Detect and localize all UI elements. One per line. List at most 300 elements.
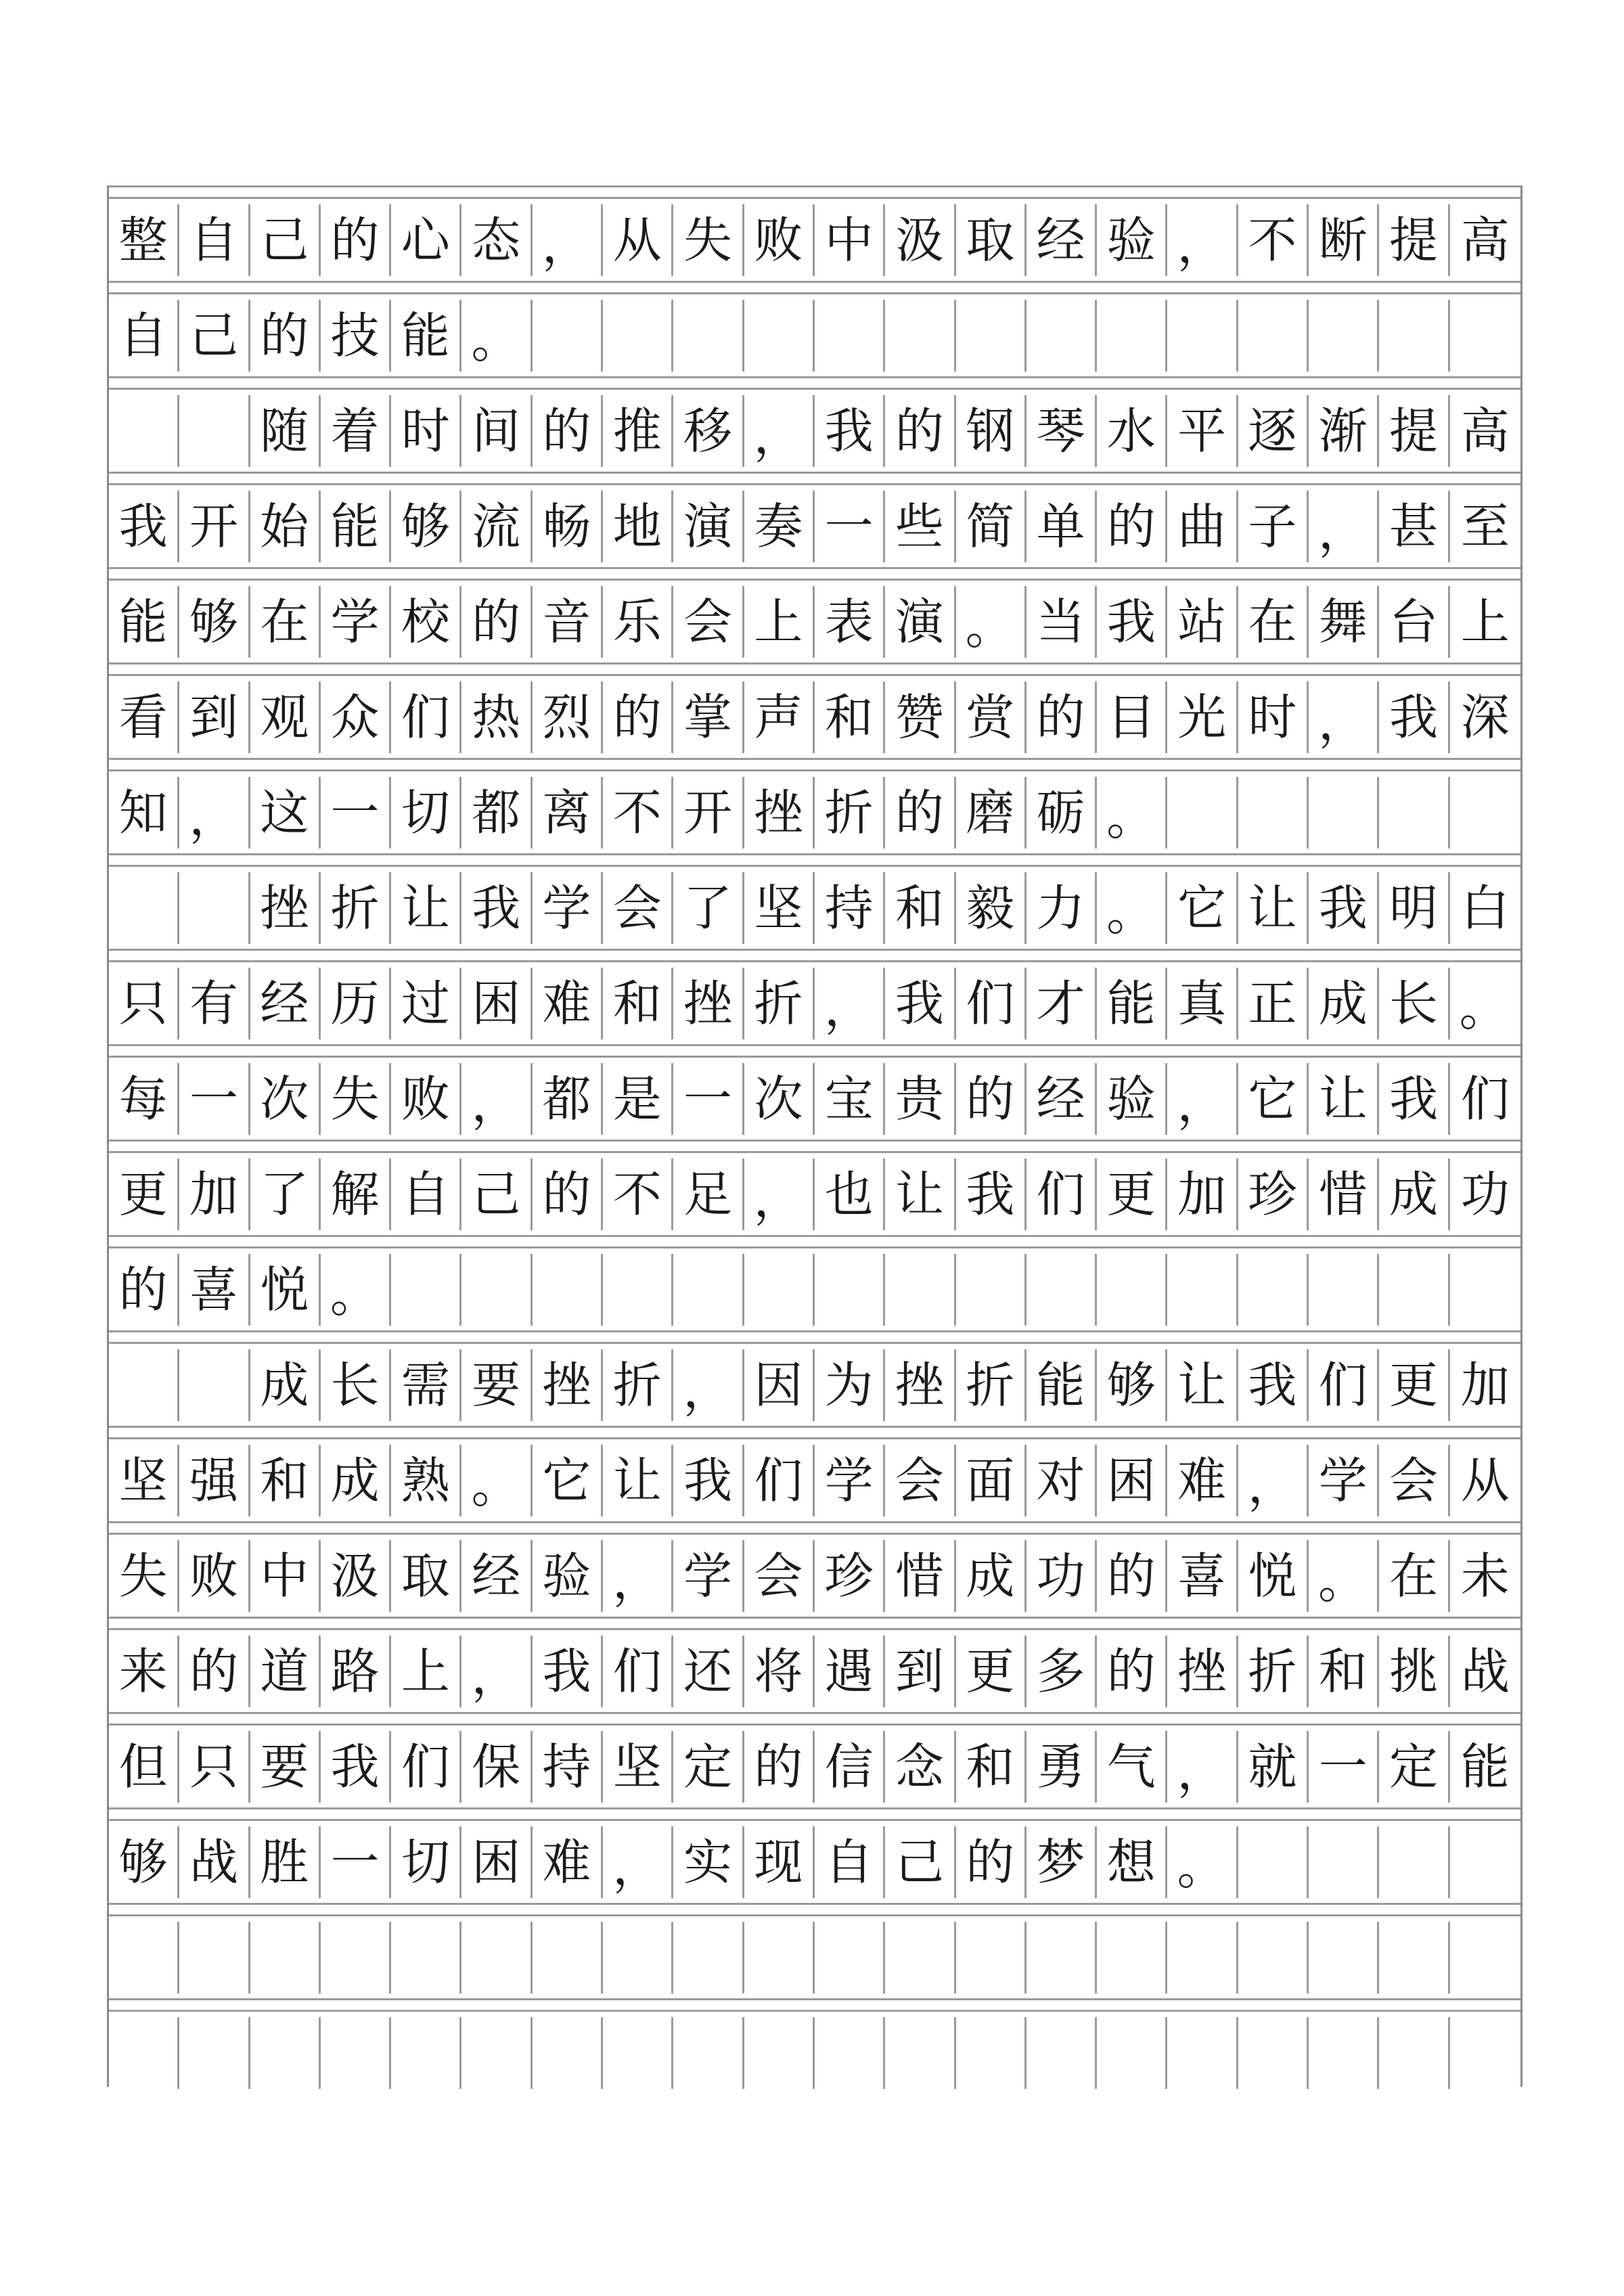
grid-cell: 的	[956, 1826, 1027, 1898]
grid-line	[109, 281, 1520, 376]
grid-cell	[1309, 1826, 1379, 1898]
line-separator	[109, 567, 1520, 581]
grid-line	[109, 567, 1520, 662]
grid-cell: 的	[179, 1636, 250, 1707]
grid-cell: 校	[391, 586, 461, 658]
grid-cell	[1379, 777, 1449, 849]
grid-cell: 时	[1238, 681, 1309, 753]
cell-row	[109, 1349, 1520, 1421]
grid-cell: 砺	[1027, 777, 1097, 849]
grid-cell: 悦	[1238, 1540, 1309, 1612]
grid-cell: 验	[1097, 1063, 1167, 1135]
grid-cell: 的	[109, 1254, 179, 1326]
grid-cell: 演	[885, 586, 955, 658]
grid-cell: 在	[1238, 586, 1309, 658]
grid-cell: 自	[391, 1158, 461, 1230]
grid-cell: ，	[1309, 681, 1379, 753]
grid-cell: 汲	[321, 1540, 391, 1612]
grid-cell: 舞	[1309, 586, 1379, 658]
grid-cell: 离	[533, 777, 603, 849]
cell-row	[109, 1922, 1520, 1994]
grid-cell: 钢	[956, 395, 1027, 467]
grid-line	[109, 1426, 1520, 1521]
grid-cell: 曲	[1167, 491, 1238, 562]
grid-cell: 信	[815, 1731, 885, 1803]
grid-cell: 让	[1167, 1349, 1238, 1421]
grid-cell	[1097, 1254, 1167, 1326]
grid-cell	[179, 1349, 250, 1421]
grid-cell	[1379, 300, 1449, 372]
line-separator	[109, 949, 1520, 962]
grid-cell	[1450, 2017, 1520, 2089]
grid-cell: 宝	[815, 1063, 885, 1135]
grid-cell	[1309, 300, 1379, 372]
grid-cell	[1167, 777, 1238, 849]
grid-cell: 赞	[885, 681, 955, 753]
grid-cell: 需	[391, 1349, 461, 1421]
grid-cell: 明	[1379, 872, 1449, 944]
grid-cell: 能	[1097, 968, 1167, 1039]
cell-row	[109, 1826, 1520, 1898]
grid-cell: 够	[391, 491, 461, 562]
grid-cell: 站	[1167, 586, 1238, 658]
cell-row	[109, 1540, 1520, 1612]
grid-cell: 渐	[1309, 395, 1379, 467]
grid-cell: ，	[673, 1349, 744, 1421]
grid-cell: 贵	[885, 1063, 955, 1135]
grid-cell: 我	[956, 1158, 1027, 1230]
grid-cell	[1309, 1922, 1379, 1994]
grid-cell: 次	[250, 1063, 321, 1135]
grid-cell: 长	[1379, 968, 1449, 1039]
grid-cell: 们	[956, 968, 1027, 1039]
grid-line	[109, 1044, 1520, 1140]
grid-cell: 逐	[1238, 395, 1309, 467]
grid-cell: 让	[885, 1158, 955, 1230]
grid-cell: 学	[533, 872, 603, 944]
grid-cell: 挑	[1379, 1636, 1449, 1707]
grid-cell: 经	[1027, 204, 1097, 276]
grid-cell: 的	[603, 681, 673, 753]
grid-cell: 上	[744, 586, 815, 658]
grid-cell: 但	[109, 1731, 179, 1803]
grid-cell: 始	[250, 491, 321, 562]
grid-cell: 和	[1309, 1636, 1379, 1707]
grid-cell	[673, 300, 744, 372]
grid-cell	[1097, 1922, 1167, 1994]
grid-cell	[109, 395, 179, 467]
grid-cell: 成	[321, 1445, 391, 1516]
grid-line	[109, 1521, 1520, 1617]
grid-cell	[1238, 2017, 1309, 2089]
grid-cell: 表	[815, 586, 885, 658]
grid-cell: 挫	[533, 1349, 603, 1421]
grid-cell: 让	[603, 1445, 673, 1516]
grid-cell: 折	[1238, 1636, 1309, 1707]
grid-cell: 能	[321, 491, 391, 562]
grid-cell: 的	[885, 395, 955, 467]
grid-cell: 难	[533, 968, 603, 1039]
cell-row	[109, 1636, 1520, 1707]
grid-line	[109, 1998, 1520, 2094]
grid-cell: 我	[461, 872, 532, 944]
grid-cell: 对	[1027, 1445, 1097, 1516]
grid-cell: 胜	[250, 1826, 321, 1898]
grid-cell: 它	[1167, 872, 1238, 944]
grid-cell: 悦	[250, 1254, 321, 1326]
grid-cell: 功	[1460, 1166, 1510, 1223]
grid-cell: 力	[1027, 872, 1097, 944]
grid-cell: 台	[1379, 586, 1449, 658]
grid-cell: 们	[391, 1731, 461, 1803]
grid-cell: 喜	[1167, 1540, 1238, 1612]
grid-cell: 们	[1027, 1158, 1097, 1230]
grid-cell: 败	[179, 1540, 250, 1612]
cell-row	[109, 1731, 1520, 1803]
grid-line	[109, 1330, 1520, 1426]
grid-cell	[815, 300, 885, 372]
grid-cell	[109, 872, 179, 944]
grid-cell: ，	[744, 395, 815, 467]
grid-cell	[250, 2017, 321, 2089]
grid-cell: 学	[673, 1540, 744, 1612]
grid-cell: 坚	[603, 1731, 673, 1803]
grid-cell: 喜	[179, 1254, 250, 1326]
grid-cell: 着	[321, 395, 391, 467]
grid-cell	[1379, 2017, 1449, 2089]
grid-cell	[1167, 300, 1238, 372]
grid-cell: 都	[461, 777, 532, 849]
grid-cell	[1167, 1922, 1238, 1994]
grid-cell: 我	[885, 968, 955, 1039]
grid-cell: 们	[603, 1636, 673, 1707]
grid-cell: 失	[673, 204, 744, 276]
grid-cell: 是	[603, 1063, 673, 1135]
grid-cell: 折	[815, 777, 885, 849]
grid-cell: 让	[1309, 1063, 1379, 1135]
grid-cell: 的	[533, 1158, 603, 1230]
grid-cell: 挫	[1167, 1636, 1238, 1707]
grid-cell: ，	[179, 777, 250, 849]
line-separator	[109, 1998, 1520, 2012]
grid-cell: 会	[603, 872, 673, 944]
grid-cell: 只	[179, 1731, 250, 1803]
grid-cell: 上	[391, 1636, 461, 1707]
grid-line	[109, 1617, 1520, 1712]
grid-cell: ，	[1167, 1063, 1238, 1135]
grid-cell: 定	[673, 1731, 744, 1803]
grid-line	[109, 662, 1520, 758]
grid-cell: 流	[461, 491, 532, 562]
grid-line	[109, 376, 1520, 472]
grid-cell: 足	[673, 1158, 744, 1230]
grid-cell: 学	[1309, 1445, 1379, 1516]
grid-cell: 演	[673, 491, 744, 562]
grid-line	[109, 758, 1520, 853]
grid-cell: 保	[461, 1731, 532, 1803]
grid-cell: 。	[956, 586, 1027, 658]
grid-cell: 念	[885, 1731, 955, 1803]
line-separator	[109, 1712, 1520, 1726]
grid-cell: 到	[885, 1636, 955, 1707]
grid-cell: 能	[109, 586, 179, 658]
grid-cell	[1450, 300, 1520, 372]
cell-row	[109, 1063, 1520, 1135]
grid-cell: 高	[1460, 403, 1510, 459]
grid-cell: 折	[744, 968, 815, 1039]
grid-cell: 切	[391, 1826, 461, 1898]
grid-cell: 取	[391, 1540, 461, 1612]
line-separator	[109, 1044, 1520, 1058]
grid-cell: 目	[1097, 681, 1167, 753]
grid-cell	[603, 1254, 673, 1326]
grid-cell: 在	[250, 586, 321, 658]
grid-cell: 我	[673, 1445, 744, 1516]
grid-cell: 我	[815, 395, 885, 467]
grid-line	[109, 853, 1520, 949]
grid-cell	[1379, 1826, 1449, 1898]
grid-cell: 知	[109, 777, 179, 849]
grid-cell: 能	[1027, 1349, 1097, 1421]
grid-cell: 勇	[1027, 1731, 1097, 1803]
grid-cell	[461, 2017, 532, 2089]
grid-cell: ，	[1167, 204, 1238, 276]
grid-cell: 们	[1309, 1349, 1379, 1421]
grid-cell	[461, 1922, 532, 1994]
grid-cell: 挫	[250, 872, 321, 944]
grid-cell: 地	[603, 491, 673, 562]
grid-cell: 验	[1097, 204, 1167, 276]
grid-cell	[1097, 300, 1167, 372]
grid-cell	[533, 2017, 603, 2089]
grid-cell: 取	[956, 204, 1027, 276]
grid-cell	[1379, 1254, 1449, 1326]
grid-cell: 每	[109, 1063, 179, 1135]
grid-cell: 单	[1027, 491, 1097, 562]
grid-cell: 它	[533, 1445, 603, 1516]
grid-cell: 和	[815, 681, 885, 753]
grid-cell	[956, 300, 1027, 372]
grid-cell: 们	[744, 1445, 815, 1516]
grid-cell	[1027, 2017, 1097, 2089]
grid-cell: 自	[179, 204, 250, 276]
grid-cell: ，	[533, 204, 603, 276]
grid-cell: 间	[461, 395, 532, 467]
grid-cell: 来	[109, 1636, 179, 1707]
cell-row	[109, 1254, 1520, 1326]
grid-cell	[321, 2017, 391, 2089]
grid-cell: 畅	[533, 491, 603, 562]
grid-cell: 自	[109, 300, 179, 372]
grid-cell: 成	[1309, 968, 1379, 1039]
grid-cell: 难	[533, 1826, 603, 1898]
grid-cell	[179, 2017, 250, 2089]
grid-cell: 深	[1460, 689, 1510, 746]
grid-cell: 面	[956, 1445, 1027, 1516]
grid-cell: 甚	[1379, 491, 1449, 562]
grid-cell: 些	[885, 491, 955, 562]
grid-cell: 折	[321, 872, 391, 944]
grid-cell: 我	[1379, 1063, 1449, 1135]
grid-cell: 开	[179, 491, 250, 562]
cell-row	[109, 586, 1520, 658]
grid-cell: 会	[673, 586, 744, 658]
grid-cell: 路	[321, 1636, 391, 1707]
grid-cell	[179, 1922, 250, 1994]
grid-cell: 惜	[1309, 1158, 1379, 1230]
grid-cell: 掌	[673, 681, 744, 753]
grid-cell: 次	[744, 1063, 815, 1135]
grid-cell	[673, 1922, 744, 1994]
grid-cell: ，	[603, 1826, 673, 1898]
line-separator	[109, 376, 1520, 390]
cell-row	[109, 2017, 1520, 2089]
grid-cell: 不	[1238, 204, 1309, 276]
grid-cell	[391, 2017, 461, 2089]
grid-cell: 的	[1097, 491, 1167, 562]
grid-cell	[673, 1254, 744, 1326]
grid-cell: 够	[109, 1826, 179, 1898]
grid-cell: 更	[1097, 1158, 1167, 1230]
grid-cell: 不	[603, 1158, 673, 1230]
cell-row	[109, 1445, 1520, 1516]
grid-cell	[744, 2017, 815, 2089]
grid-cell	[1450, 777, 1520, 849]
cell-row	[109, 491, 1520, 562]
grid-cell	[1167, 2017, 1238, 2089]
grid-cell: 还	[673, 1636, 744, 1707]
grid-cell: 毅	[956, 872, 1027, 944]
grid-cell: 一	[321, 777, 391, 849]
grid-cell: 经	[1027, 1063, 1097, 1135]
grid-cell: ，	[744, 1158, 815, 1230]
grid-cell	[603, 2017, 673, 2089]
grid-cell: 上	[1460, 593, 1510, 650]
grid-cell: 和	[250, 1445, 321, 1516]
grid-cell: 。	[1459, 980, 1508, 1037]
grid-cell	[603, 300, 673, 372]
grid-cell: 我	[1097, 586, 1167, 658]
line-separator	[109, 1140, 1520, 1153]
grid-cell: 才	[1027, 968, 1097, 1039]
grid-cell: 有	[179, 968, 250, 1039]
grid-cell: 惜	[885, 1540, 955, 1612]
grid-line	[109, 1235, 1520, 1330]
grid-cell: 多	[1027, 1636, 1097, 1707]
grid-cell: 的	[1097, 1540, 1167, 1612]
grid-cell: 我	[321, 1731, 391, 1803]
grid-cell: 心	[391, 204, 461, 276]
grid-cell: 。	[461, 1445, 532, 1516]
grid-cell: 赏	[956, 681, 1027, 753]
grid-line	[109, 1712, 1520, 1807]
line-separator	[109, 758, 1520, 771]
grid-line	[109, 949, 1520, 1044]
grid-line	[109, 1140, 1520, 1235]
grid-cell: 们	[391, 681, 461, 753]
grid-cell: 挫	[744, 777, 815, 849]
grid-cell: 奏	[744, 491, 815, 562]
grid-cell: 遇	[815, 1636, 885, 1707]
grid-cell: 为	[815, 1349, 885, 1421]
grid-cell	[1027, 300, 1097, 372]
grid-line	[109, 1807, 1520, 1903]
grid-cell: 折	[603, 1349, 673, 1421]
grid-cell	[109, 1922, 179, 1994]
grid-cell	[885, 300, 955, 372]
grid-cell: 过	[391, 968, 461, 1039]
grid-cell: 会	[744, 1540, 815, 1612]
grid-cell: 现	[744, 1826, 815, 1898]
grid-cell	[815, 1254, 885, 1326]
grid-cell: 学	[815, 1445, 885, 1516]
grid-cell: 移	[673, 395, 744, 467]
grid-cell: 。	[321, 1254, 391, 1326]
grid-cell: ，	[1238, 1445, 1309, 1516]
grid-cell: 坚	[109, 1445, 179, 1516]
grid-cell: 们	[1460, 1071, 1510, 1127]
grid-cell	[1238, 300, 1309, 372]
grid-cell: 够	[179, 586, 250, 658]
grid-cell: 未	[1460, 1548, 1510, 1604]
grid-cell: 坚	[744, 872, 815, 944]
grid-cell: 乐	[603, 586, 673, 658]
grid-cell: 简	[956, 491, 1027, 562]
grid-cell: 要	[250, 1731, 321, 1803]
grid-cell: 一	[673, 1063, 744, 1135]
line-separator	[109, 1426, 1520, 1439]
grid-cell	[109, 1349, 179, 1421]
grid-cell: 声	[744, 681, 815, 753]
cell-row	[109, 872, 1520, 944]
cell-row	[109, 1158, 1520, 1230]
grid-cell	[533, 300, 603, 372]
grid-cell	[744, 1254, 815, 1326]
grid-cell: 经	[250, 968, 321, 1039]
grid-cell	[250, 1922, 321, 1994]
grid-cell: 困	[461, 1826, 532, 1898]
cell-row	[109, 395, 1520, 467]
grid-cell	[533, 1254, 603, 1326]
grid-cell: 磨	[956, 777, 1027, 849]
grid-cell: 一	[321, 1826, 391, 1898]
grid-cell: 挫	[673, 968, 744, 1039]
grid-cell: 和	[885, 872, 955, 944]
grid-cell: 更	[956, 1636, 1027, 1707]
grid-cell: 推	[603, 395, 673, 467]
grid-cell: 中	[815, 204, 885, 276]
grid-cell	[603, 1922, 673, 1994]
grid-cell: 了	[250, 1158, 321, 1230]
grid-cell: 加	[1167, 1158, 1238, 1230]
line-separator	[109, 1807, 1520, 1821]
grid-cell	[1450, 1254, 1520, 1326]
grid-cell: 战	[179, 1826, 250, 1898]
grid-cell	[885, 2017, 955, 2089]
grid-cell	[744, 1922, 815, 1994]
grid-cell: 我	[1379, 681, 1449, 753]
grid-cell: 气	[1097, 1731, 1167, 1803]
grid-cell: ，	[1309, 491, 1379, 562]
grid-cell: 正	[1238, 968, 1309, 1039]
grid-cell: 道	[250, 1636, 321, 1707]
grid-cell: 了	[673, 872, 744, 944]
grid-cell: 真	[1167, 968, 1238, 1039]
grid-cell: 高	[1460, 212, 1510, 269]
grid-cell: 看	[109, 681, 179, 753]
grid-cell: 就	[1238, 1731, 1309, 1803]
grid-cell: 持	[815, 872, 885, 944]
